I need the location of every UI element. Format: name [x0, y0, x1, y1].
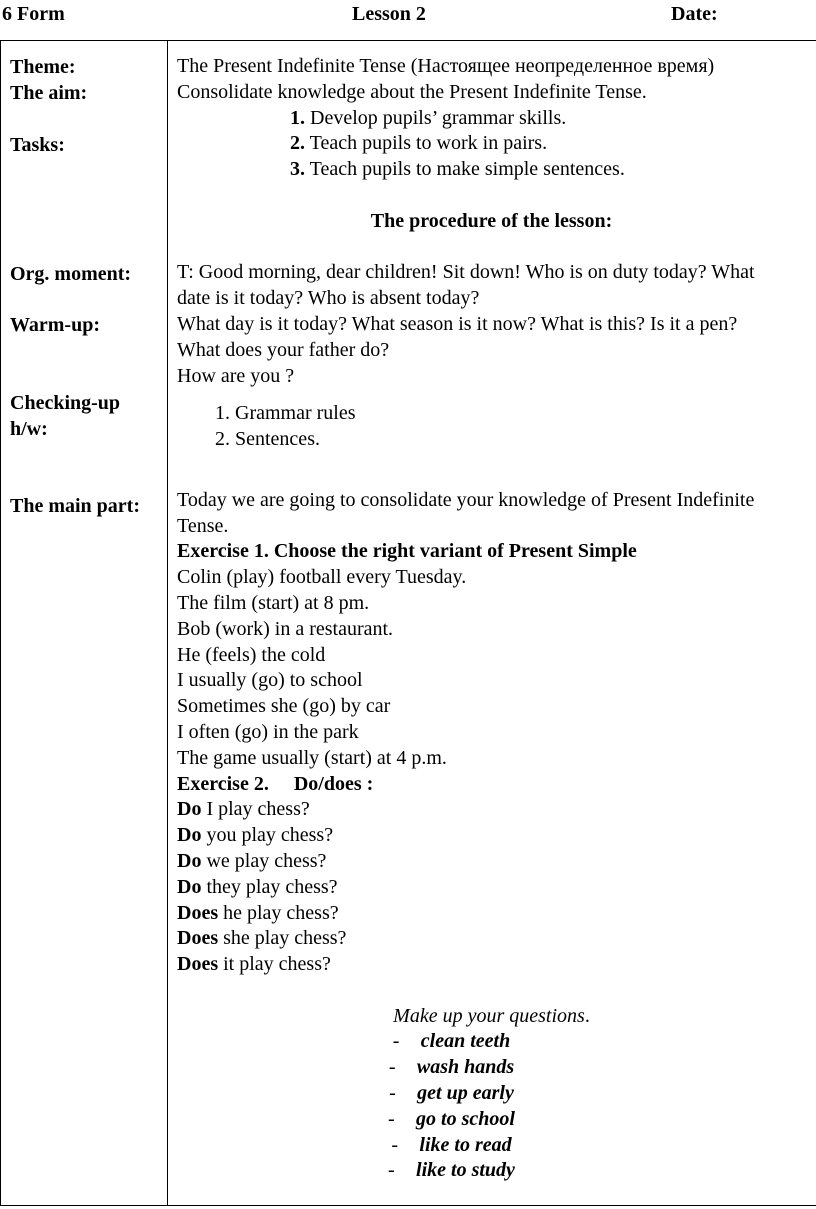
lesson-label: Lesson 2: [352, 3, 426, 25]
exercise-2-item: [177, 875, 816, 901]
exercise-1-item: I usually (go) to school: [177, 669, 363, 692]
make-up-item-text: like to read: [419, 1133, 512, 1156]
auxiliary-verb: Do: [177, 875, 202, 898]
exercise-1-title: Exercise 1. Choose the right variant of Present Simple: [177, 540, 637, 563]
homework-item: 1. Grammar rules: [235, 401, 816, 427]
form-label: 6 Form: [2, 3, 65, 25]
question-text: she play chess?: [218, 927, 347, 950]
dash-bullet: -: [388, 1107, 395, 1130]
tasks-label: Tasks:: [10, 134, 65, 156]
lesson-content: [177, 54, 816, 1184]
task-item: [177, 157, 816, 183]
main-part-label: The main part:: [10, 495, 140, 517]
make-up-item-text: get up early: [417, 1082, 514, 1105]
exercise-2-item: [177, 823, 816, 849]
exercise-1-item: The film (start) at 8 pm.: [177, 591, 370, 614]
auxiliary-verb: Does: [177, 953, 219, 976]
dash-bullet: -: [391, 1133, 399, 1156]
task-item: [177, 106, 816, 132]
org-line: T: Good morning, dear children! Sit down! Who is on duty today? What: [177, 261, 755, 284]
checking-up-label: Checking-up: [10, 392, 121, 414]
warm-up-line: What does your father do?: [177, 338, 390, 361]
auxiliary-verb: Does: [177, 901, 219, 924]
auxiliary-verb: Do: [177, 798, 202, 821]
exercise-1-item: Bob (work) in a restaurant.: [177, 617, 394, 640]
exercise-2-title: Exercise 2. Do/does :: [177, 772, 374, 795]
exercise-1-item: He (feels) the cold: [177, 643, 326, 666]
dash-bullet: -: [392, 1030, 400, 1053]
homework-item: 2. Sentences.: [235, 427, 816, 453]
procedure-title: The procedure of the lesson:: [370, 209, 613, 232]
task-item: [177, 131, 816, 157]
make-up-title-dot: .: [584, 1004, 590, 1027]
column-divider: [167, 40, 168, 1206]
auxiliary-verb: Do: [177, 849, 202, 872]
exercise-1-item: I often (go) in the park: [177, 720, 359, 743]
make-up-title: [177, 1004, 816, 1030]
homework-list: [177, 401, 816, 453]
exercise-2-item: [177, 797, 816, 823]
make-up-item-text: go to school: [416, 1107, 515, 1130]
org-line: date is it today? Who is absent today?: [177, 287, 480, 310]
make-up-item-text: wash hands: [416, 1056, 515, 1079]
make-up-item: [177, 1081, 816, 1107]
task-text: Teach pupils to make simple sentences.: [305, 158, 625, 181]
make-up-item: [177, 1107, 816, 1133]
exercise-1-item: Sometimes she (go) by car: [177, 695, 391, 718]
page-header: [0, 0, 816, 28]
exercise-1-item: The game usually (start) at 4 p.m.: [177, 746, 447, 769]
question-text: you play chess?: [201, 824, 334, 847]
task-number: 1.: [290, 106, 305, 129]
auxiliary-verb: Do: [177, 824, 202, 847]
dash-bullet: -: [388, 1056, 396, 1079]
dash-bullet: -: [388, 1159, 395, 1182]
make-up-title-text: Make up your questions: [393, 1004, 585, 1027]
warm-up-label: Warm-up:: [10, 314, 100, 336]
warm-up-line: How are you ?: [177, 364, 295, 387]
warm-up-line: What day is it today? What season is it now? What is this? Is it a pen?: [177, 312, 738, 335]
aim-text: Consolidate knowledge about the Present Indefinite Tense.: [177, 80, 647, 103]
task-text: Teach pupils to work in pairs.: [305, 132, 548, 155]
question-text: they play chess?: [201, 875, 338, 898]
main-intro-line: Tense.: [177, 514, 229, 537]
homework-label: h/w:: [10, 418, 48, 440]
question-text: he play chess?: [218, 901, 339, 924]
make-up-item-text: like to study: [416, 1159, 515, 1182]
exercise-1-item: Colin (play) football every Tuesday.: [177, 566, 467, 589]
dash-bullet: -: [389, 1082, 396, 1105]
task-number: 3.: [290, 158, 305, 181]
theme-label: Theme:: [10, 56, 76, 78]
aim-label: The aim:: [10, 82, 88, 104]
question-text: it play chess?: [218, 953, 331, 976]
make-up-item: [177, 1029, 816, 1055]
make-up-item: [177, 1133, 816, 1159]
exercise-2-item: [177, 952, 816, 978]
question-text: I play chess?: [201, 798, 310, 821]
auxiliary-verb: Does: [177, 927, 219, 950]
question-text: we play chess?: [201, 849, 327, 872]
main-intro-line: Today we are going to consolidate your knowledge of Present Indefinite: [177, 488, 755, 511]
make-up-item: [177, 1158, 816, 1184]
task-text: Develop pupils’ grammar skills.: [305, 106, 567, 129]
org-moment-label: Org. moment:: [10, 263, 132, 285]
task-number: 2.: [290, 132, 305, 155]
exercise-2-item: [177, 901, 816, 927]
exercise-2-item: [177, 926, 816, 952]
make-up-item-text: clean teeth: [420, 1030, 511, 1053]
exercise-2-item: [177, 849, 816, 875]
make-up-item: [177, 1055, 816, 1081]
theme-text: The Present Indefinite Tense (Настоящее неопределенное время): [177, 55, 715, 77]
date-label: Date:: [671, 3, 718, 25]
